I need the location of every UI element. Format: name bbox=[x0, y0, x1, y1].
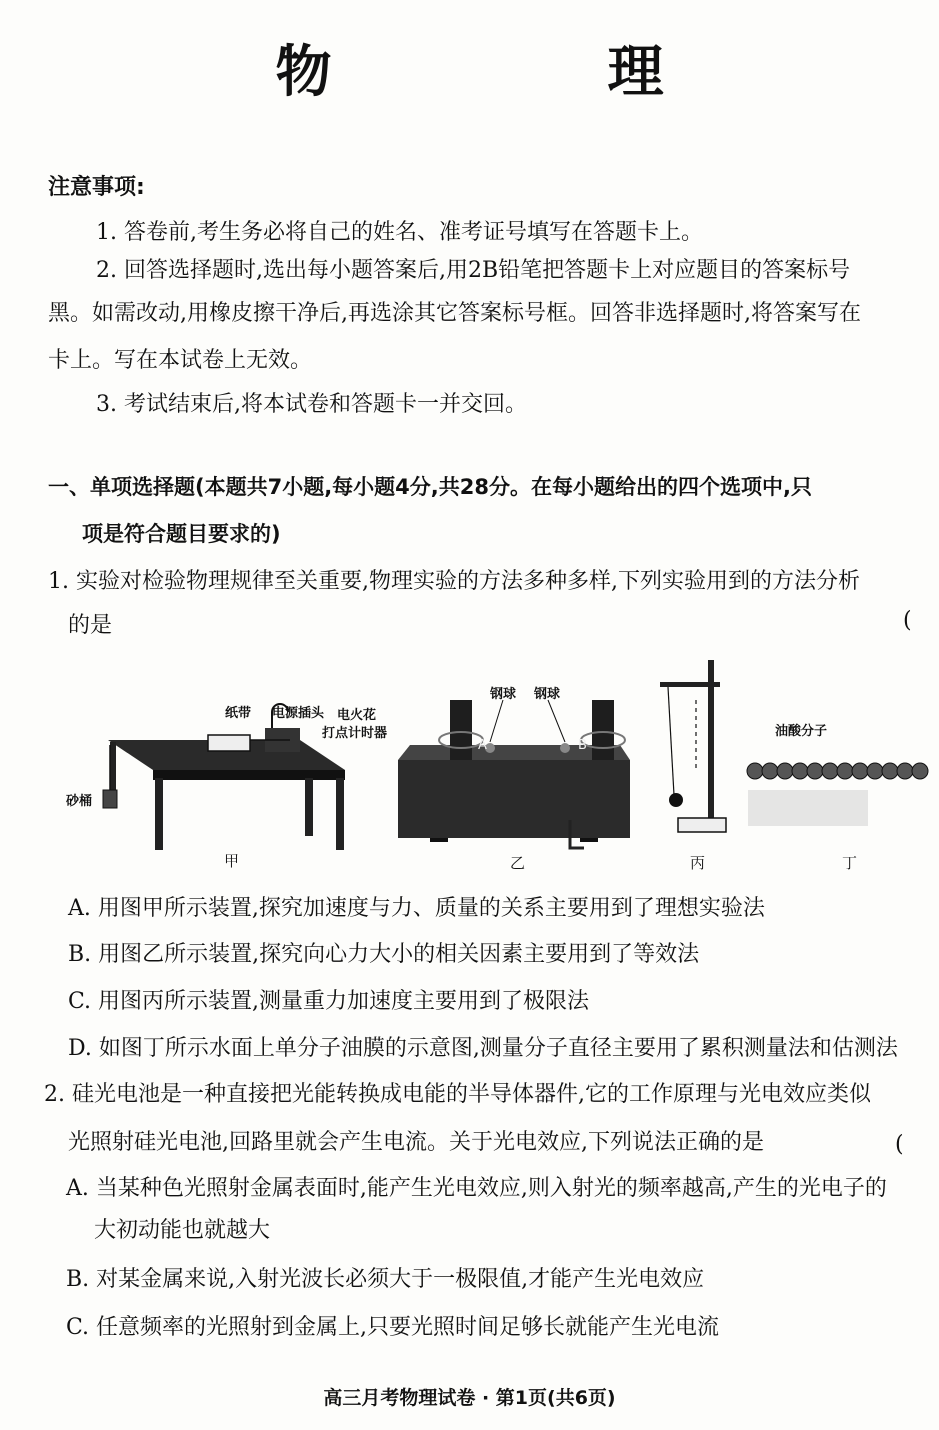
label-mark-a: A bbox=[478, 738, 487, 753]
oil-molecule bbox=[822, 763, 838, 779]
q2-stem-cont: 光照射硅光电池,回路里就会产生电流。关于光电效应,下列说法正确的是 bbox=[68, 1130, 764, 1155]
label-steel-ball: 钢球 bbox=[490, 687, 517, 702]
q1-stem-cont: 的是 bbox=[68, 613, 113, 638]
oil-molecule bbox=[777, 763, 793, 779]
notice-item: 黑。如需改动,用橡皮擦干净后,再选涂其它答案标号框。回答非选择题时,将答案写在 bbox=[48, 301, 861, 326]
label-steel-ball: 钢球 bbox=[534, 687, 561, 702]
oil-molecule bbox=[897, 763, 913, 779]
label-oleic: 油酸分子 bbox=[775, 724, 828, 739]
q1-option-a: A. 用图甲所示装置,探究加速度与力、质量的关系主要用到了理想实验法 bbox=[68, 896, 765, 921]
oil-molecule bbox=[747, 763, 763, 779]
caption-jia: 甲 bbox=[224, 852, 240, 870]
oil-molecule bbox=[912, 763, 928, 779]
figure-bing bbox=[660, 660, 726, 832]
q2-option-a: A. 当某种色光照射金属表面时,能产生光电效应,则入射光的频率越高,产生的光电子的 bbox=[66, 1176, 887, 1201]
section-heading: 一、单项选择题(本题共7小题,每小题4分,共28分。在每小题给出的四个选项中,只 bbox=[48, 475, 812, 499]
oil-molecule bbox=[807, 763, 823, 779]
label-sand-bucket: 砂桶 bbox=[66, 794, 93, 809]
oil-molecule bbox=[837, 763, 853, 779]
q2-stem: 2. 硅光电池是一种直接把光能转换成电能的半导体器件,它的工作原理与光电效应类似 bbox=[44, 1082, 871, 1107]
notice-item: 1. 答卷前,考生务必将自己的姓名、准考证号填写在答题卡上。 bbox=[96, 220, 703, 245]
oil-molecule bbox=[792, 763, 808, 779]
answer-paren: ( bbox=[895, 1132, 904, 1157]
figure-yi bbox=[398, 700, 630, 848]
q1-stem: 1. 实验对检验物理规律至关重要,物理实验的方法多种多样,下列实验用到的方法分析 bbox=[48, 569, 860, 594]
page-title: 物 理 bbox=[275, 39, 774, 105]
label-mark-b: B bbox=[578, 738, 587, 753]
oil-molecule bbox=[882, 763, 898, 779]
figure-ding bbox=[747, 763, 928, 826]
notice-item: 卡上。写在本试卷上无效。 bbox=[48, 348, 313, 373]
oil-molecule bbox=[762, 763, 778, 779]
label-power-plug: 电源插头 bbox=[272, 706, 325, 721]
q1-option-b: B. 用图乙所示装置,探究向心力大小的相关因素主要用到了等效法 bbox=[68, 942, 700, 967]
label-spark: 电火花 bbox=[337, 708, 377, 723]
caption-bing: 丙 bbox=[690, 854, 706, 872]
answer-paren: ( bbox=[903, 608, 912, 633]
notice-item: 2. 回答选择题时,选出每小题答案后,用2B铅笔把答题卡上对应题目的答案标号 bbox=[96, 258, 851, 283]
section-heading-cont: 项是符合题目要求的) bbox=[82, 522, 281, 546]
q1-option-d: D. 如图丁所示水面上单分子油膜的示意图,测量分子直径主要用了累积测量法和估测法 bbox=[68, 1036, 898, 1061]
q2-option-a-cont: 大初动能也就越大 bbox=[94, 1218, 271, 1243]
notice-item: 3. 考试结束后,将本试卷和答题卡一并交回。 bbox=[96, 392, 527, 417]
page-footer: 高三月考物理试卷 · 第1页(共6页) bbox=[323, 1387, 616, 1409]
notice-heading: 注意事项: bbox=[48, 175, 145, 200]
caption-yi: 乙 bbox=[510, 854, 526, 872]
oil-molecule bbox=[852, 763, 868, 779]
oil-molecule bbox=[867, 763, 883, 779]
q2-option-b: B. 对某金属来说,入射光波长必须大于一极限值,才能产生光电效应 bbox=[66, 1267, 705, 1292]
q1-option-c: C. 用图丙所示装置,测量重力加速度主要用到了极限法 bbox=[68, 989, 590, 1014]
figure-jia bbox=[103, 704, 345, 850]
label-paper-tape: 纸带 bbox=[225, 706, 252, 721]
label-timer: 打点计时器 bbox=[322, 726, 388, 741]
caption-ding: 丁 bbox=[842, 854, 858, 872]
q2-option-c: C. 任意频率的光照射到金属上,只要光照时间足够长就能产生光电流 bbox=[66, 1315, 720, 1340]
